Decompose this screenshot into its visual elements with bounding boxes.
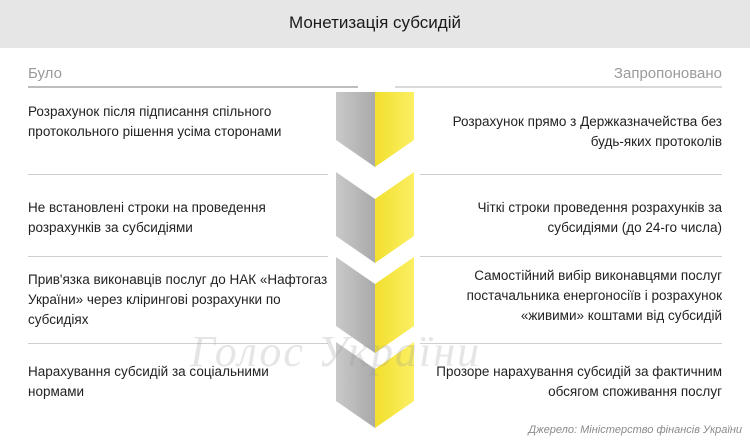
divider-left-1: [28, 174, 328, 175]
before-item-4: Нарахування субсидій за соціальними нормами: [28, 364, 269, 399]
divider-left-2: [28, 256, 328, 257]
before-item-2: Не встановлені строки на проведення розрахунків за субсидіями: [28, 200, 266, 235]
proposed-item-2: Чіткі строки проведення розрахунків за субсидіями (до 24-го числа): [477, 200, 722, 235]
before-item-3: Прив'язка виконавців послуг до НАК «Нафтогаз України» через клірингові розрахунки по субсидіях: [28, 272, 328, 327]
source-note: Джерело: Міністерство фінансів України: [528, 424, 742, 436]
header-before: Було: [28, 65, 62, 82]
chevron-1: [336, 92, 414, 167]
chevron-2: [336, 172, 414, 263]
newspaper-watermark: Голос України: [190, 327, 482, 376]
before-item-1: Розрахунок після підписання спільного протокольного рішення усіма сторонами: [28, 104, 282, 139]
proposed-item-4: Прозоре нарахування субсидій за фактичним обсягом споживання послуг: [436, 364, 722, 399]
divider-right-2: [420, 256, 722, 257]
divider-right-1: [420, 174, 722, 175]
proposed-item-1: Розрахунок прямо з Держказначейства без будь-яких протоколів: [452, 114, 722, 149]
header-proposed: Запропоновано: [613, 65, 722, 82]
proposed-item-3: Самостійний вибір виконавцями послуг постачальника енергоносіїв і розрахунок «живими» коштами від субсидій: [466, 268, 722, 323]
page-title: Монетизація субсидій: [289, 13, 461, 32]
